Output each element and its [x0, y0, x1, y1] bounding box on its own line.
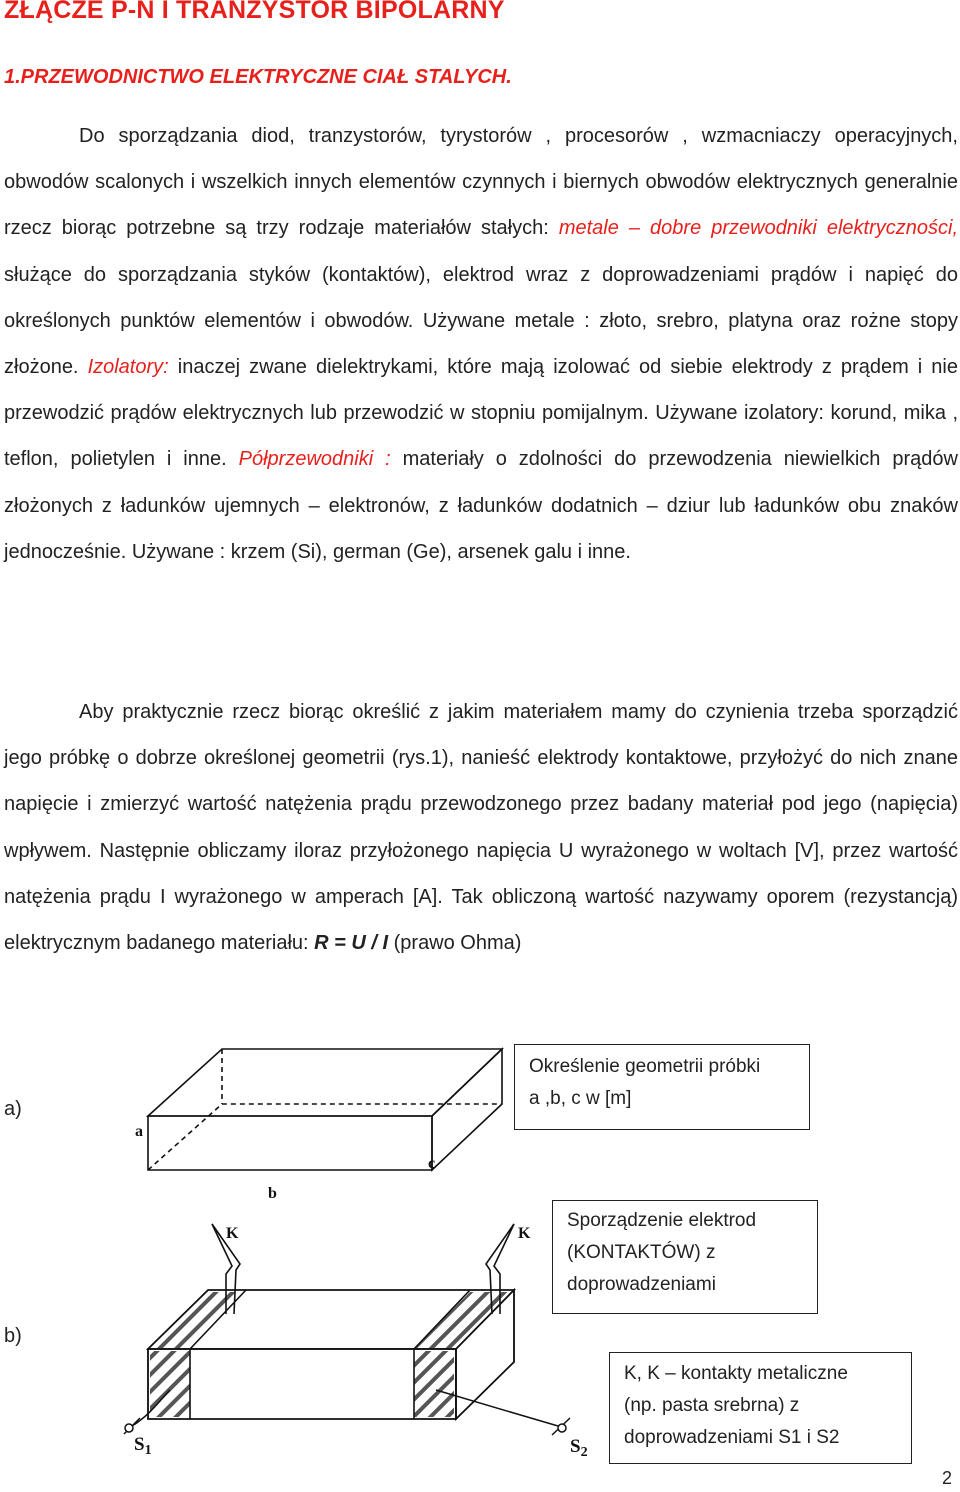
dimension-c-label: c: [428, 1155, 436, 1172]
ohm-formula: R = U / I: [314, 932, 389, 955]
note-line: K, K – kontakty metaliczne: [624, 1363, 848, 1384]
term-metals: metale – dobre przewodniki elektryczności,: [558, 217, 958, 240]
note-line: Sporządzenie elektrod: [567, 1210, 757, 1231]
dimension-b-label: b: [268, 1185, 277, 1202]
paragraph-text: Do sporządzania diod, tranzystorów, tyrystorów , procesorów , wzmacniaczy operacyjnych, obwodów scalonych i wszelkich innych elementów czynnych i biernych obwodów elektrycznych generalnie rzecz biorąc potrzebne są trzy rodzaje materiałów stałych:: [4, 125, 958, 240]
term-semiconductors: Półprzewodniki :: [238, 448, 391, 471]
contact-left-front: [150, 1351, 190, 1417]
page-number: 2: [941, 1468, 952, 1488]
paragraph-text: Aby praktycznie rzecz biorąc określić z jakim materiałem mamy do czynienia trzeba sporządzić jego próbkę o dobrze określonej geometrii (rys.1), nanieść elektrody kontaktowe, przyłożyć do nich znane napięcie i zmierzyć wartość natężenia prądu przewodzonego przez badany materiał pod jego (napięcia) wpływem. Następnie obliczamy iloraz przyłożonego napięcia U wyrażonego w woltach [V], przez wartość natężenia prądu I wyrażonego w amperach [A]. Tak obliczoną wartość nazywamy oporem (rezystancją) elektrycznym badanego materiału:: [4, 701, 958, 955]
paragraph-measurement: [4, 689, 958, 966]
note-line: a ,b, c w [m]: [529, 1088, 632, 1109]
note-contacts-box: [609, 1352, 912, 1464]
sample-box-b: [148, 1290, 514, 1419]
term-insulators: Izolatory:: [87, 356, 169, 379]
paragraph-materials: [4, 113, 958, 575]
note-geometry-box: [514, 1044, 810, 1130]
page-title: ZŁĄCZE P-N I TRANZYSTOR BIPOLARNY: [4, 0, 505, 24]
lead-s1-label: $S_1$: [134, 1434, 152, 1458]
section-heading: 1.PRZEWODNICTWO ELEKTRYCZNE CIAŁ STALYCH.: [4, 66, 512, 88]
lead-s2-label: $S_2$: [570, 1436, 588, 1460]
sample-box-a: [148, 1049, 502, 1170]
contact-k-left: K: [226, 1225, 239, 1242]
paragraph-text: inaczej zwane dielektrykami, które mają izolować od siebie elektrody z prądem i nie przewodzić prądów elektrycznych lub przewodzić w stopniu pomijalnym. Używane izolatory: korund, mika , teflon, polietylen i inne.: [4, 356, 958, 471]
note-electrodes-box: [552, 1200, 818, 1314]
paragraph-text: (prawo Ohma): [388, 932, 522, 955]
note-line: Określenie geometrii próbki: [529, 1056, 761, 1077]
note-line: doprowadzeniami S1 i S2: [624, 1427, 840, 1448]
contact-k-right: K: [518, 1225, 531, 1242]
contact-right-front: [414, 1351, 454, 1417]
dimension-a-label: a: [135, 1123, 143, 1140]
note-line: (np. pasta srebrna) z: [624, 1395, 800, 1416]
note-line: (KONTAKTÓW) z: [567, 1242, 716, 1263]
paragraph-text: służące do sporządzania styków (kontaktów), elektrod wraz z doprowadzeniami prądów i napięć do określonych punktów elementów i obwodów. Używane metale : złoto, srebro, platyna oraz rożne stopy złożone.: [4, 263, 958, 379]
note-line: doprowadzeniami: [567, 1274, 716, 1295]
paragraph-text: materiały o zdolności do przewodzenia niewielkich prądów złożonych z ładunków ujemnych – elektronów, z ładunków dodatnich – dziur lub ładunków obu znaków jednocześnie. Używane : krzem (Si), german (Ge), arsenek galu i inne.: [4, 448, 958, 563]
figure-label-b: b): [4, 1325, 22, 1347]
figure-label-a: a): [4, 1098, 22, 1120]
